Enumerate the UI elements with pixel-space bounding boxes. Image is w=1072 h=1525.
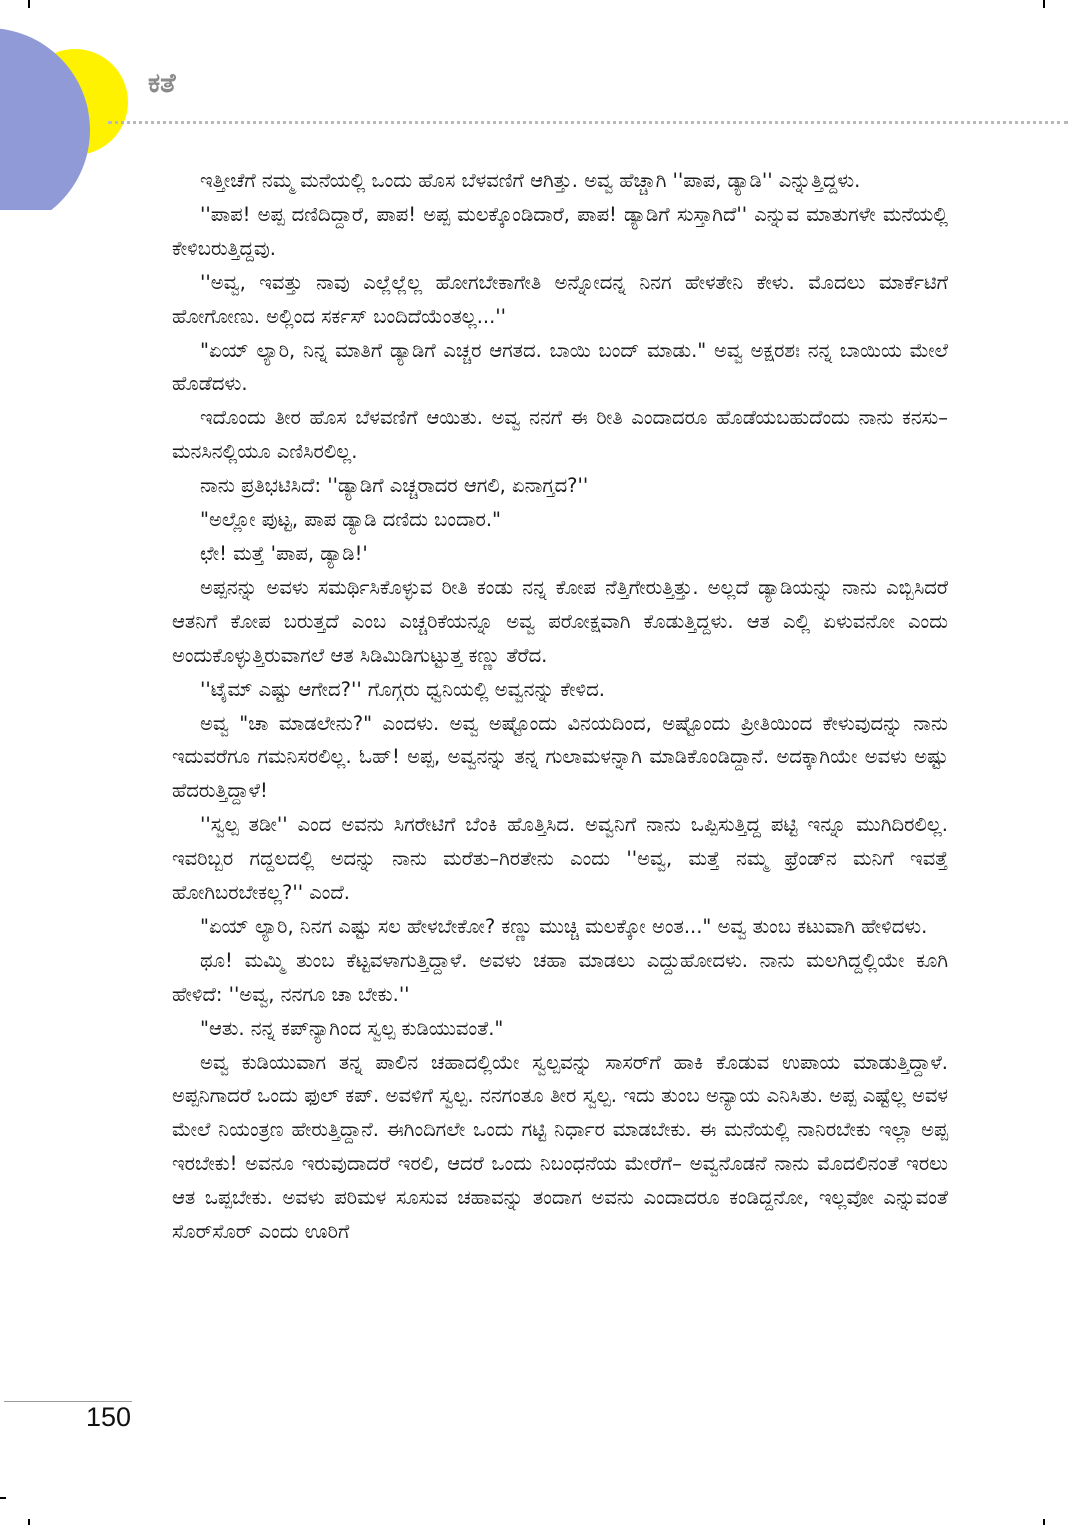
paragraph: "ಏಯ್ ಲ್ಯಾರಿ, ನಿನ್ನ ಮಾತಿಗೆ ಡ್ಯಾಡಿಗೆ ಎಚ್ಚರ ಆಗತದ. ಬಾಯಿ ಬಂದ್ ಮಾಡು." ಅವ್ವ ಅಕ್ಷರಶಃ ನನ್ನ ಬಾಯಿಯ ಮೇಲೆ ಹೊಡೆದಳು. <box>172 338 948 396</box>
paragraph: ''ಸ್ವಲ್ಪ ತಡೀ'' ಎಂದ ಅವನು ಸಿಗರೇಟಿಗೆ ಬೆಂಕಿ ಹೊತ್ತಿಸಿದ. ಅವ್ವನಿಗೆ ನಾನು ಒಪ್ಪಿಸುತ್ತಿದ್ದ ಪಟ್ಟಿ ಇನ್ನೂ ಮುಗಿದಿರಲಿಲ್ಲ. ಇವರಿಬ್ಬರ ಗದ್ದಲದಲ್ಲಿ ಅದನ್ನು ನಾನು ಮರೆತು–ಗಿರತೇನು ಎಂದು ''ಅವ್ವ, ಮತ್ತೆ ನಮ್ಮ ಫ್ರೆಂಡ್‌ನ ಮನಿಗೆ ಇವತ್ತೆ ಹೋಗಿಬರಬೇಕಲ್ಲ?'' ಎಂದೆ. <box>172 813 948 905</box>
paragraph: "ಆತು. ನನ್ನ ಕಪ್‌ನ್ಯಾಗಿಂದ ಸ್ವಲ್ಪ ಕುಡಿಯುವಂತೆ." <box>200 1016 504 1040</box>
paragraph: ಥೂ! ಮಮ್ಮಿ ತುಂಬ ಕೆಟ್ಟವಳಾಗುತ್ತಿದ್ದಾಳೆ. ಅವಳು ಚಹಾ ಮಾಡಲು ಎದ್ದುಹೋದಳು. ನಾನು ಮಲಗಿದ್ದಲ್ಲಿಯೇ ಕೂಗಿ ಹೇಳಿದೆ: ''ಅವ್ವ, ನನಗೂ ಚಾ ಬೇಕು.'' <box>172 948 948 1006</box>
section-title: ಕತೆ <box>148 68 176 99</box>
paragraph: "ಏಯ್ ಲ್ಯಾರಿ, ನಿನಗ ಎಷ್ಟು ಸಲ ಹೇಳಬೇಕೋ? ಕಣ್ಣು ಮುಚ್ಚಿ ಮಲಕ್ಕೋ ಅಂತ..." ಅವ್ವ ತುಂಬ ಕಟುವಾಗಿ ಹೇಳಿದಳು. <box>200 914 928 938</box>
crop-mark-bottom-left <box>28 1519 30 1525</box>
page-number: 150 <box>86 1402 132 1432</box>
paragraph: ಇದೊಂದು ತೀರ ಹೊಸ ಬೆಳವಣಿಗೆ ಆಯಿತು. ಅವ್ವ ನನಗೆ ಈ ರೀತಿ ಎಂದಾದರೂ ಹೊಡೆಯಬಹುದೆಂದು ನಾನು ಕನಸು–ಮನಸಿನಲ್ಲಿಯೂ ಎಣಿಸಿರಲಿಲ್ಲ. <box>172 406 948 464</box>
paragraph: ''ಪಾಪ! ಅಪ್ಪ ದಣಿದಿದ್ದಾರೆ, ಪಾಪ! ಅಪ್ಪ ಮಲಕ್ಕೊಂಡಿದಾರೆ, ಪಾಪ! ಡ್ಯಾಡಿಗೆ ಸುಸ್ತಾಗಿದೆ'' ಎನ್ನುವ ಮಾತುಗಳೇ ಮನೆಯಲ್ಲಿ ಕೇಳಿಬರುತ್ತಿದ್ದವು. <box>172 202 948 260</box>
crop-mark-bottom-right <box>1043 1519 1045 1525</box>
story-body <box>172 164 948 1249</box>
paragraph: ಛೇ! ಮತ್ತೆ 'ಪಾಪ, ಡ್ಯಾಡಿ!' <box>200 541 368 565</box>
paragraph: ಅವ್ವ ಕುಡಿಯುವಾಗ ತನ್ನ ಪಾಲಿನ ಚಹಾದಲ್ಲಿಯೇ ಸ್ವಲ್ಪವನ್ನು ಸಾಸರ್‌ಗೆ ಹಾಕಿ ಕೊಡುವ ಉಪಾಯ ಮಾಡುತ್ತಿದ್ದಾಳೆ. ಅಪ್ಪನಿಗಾದರೆ ಒಂದು ಫುಲ್ ಕಪ್. ಅವಳಿಗೆ ಸ್ವಲ್ಪ. ನನಗಂತೂ ತೀರ ಸ್ವಲ್ಪ. ಇದು ತುಂಬ ಅನ್ಯಾಯ ಎನಿಸಿತು. ಅಪ್ಪ ಎಷ್ಟೆಲ್ಲ ಅವಳ ಮೇಲೆ ನಿಯಂತ್ರಣ ಹೇರುತ್ತಿದ್ದಾನೆ. ಈಗಿಂದಿಗಲೇ ಒಂದು ಗಟ್ಟಿ ನಿರ್ಧಾರ ಮಾಡಬೇಕು. ಈ ಮನೆಯಲ್ಲಿ ನಾನಿರಬೇಕು ಇಲ್ಲಾ ಅಪ್ಪ ಇರಬೇಕು! ಅವನೂ ಇರುವುದಾದರೆ ಇರಲಿ, ಆದರೆ ಒಂದು ನಿಬಂಧನೆಯ ಮೇರೆಗೆ– ಅವ್ವನೊಡನೆ ನಾನು ಮೊದಲಿನಂತೆ ಇರಲು ಆತ ಒಪ್ಪಬೇಕು. ಅವಳು ಪರಿಮಳ ಸೂಸುವ ಚಹಾವನ್ನು ತಂದಾಗ ಅವನು ಎಂದಾದರೂ ಕಂಡಿದ್ದನೋ, ಇಲ್ಲವೋ ಎನ್ನುವಂತೆ ಸೊರ್‌ಸೊರ್ ಎಂದು ಊರಿಗೆ <box>172 1050 948 1244</box>
paragraph: ಇತ್ತೀಚೆಗೆ ನಮ್ಮ ಮನೆಯಲ್ಲಿ ಒಂದು ಹೊಸ ಬೆಳವಣಿಗೆ ಆಗಿತ್ತು. ಅವ್ವ ಹೆಚ್ಚಾಗಿ ''ಪಾಪ, ಡ್ಯಾಡಿ'' ಎನ್ನುತ್ತಿದ್ದಳು. <box>200 169 861 192</box>
paragraph: ಅವ್ವ "ಚಾ ಮಾಡಲೇನು?" ಎಂದಳು. ಅವ್ವ ಅಷ್ಟೊಂದು ವಿನಯದಿಂದ, ಅಷ್ಟೊಂದು ಪ್ರೀತಿಯಿಂದ ಕೇಳುವುದನ್ನು ನಾನು ಇದುವರೆಗೂ ಗಮನಿಸರಲಿಲ್ಲ. ಓಹ್! ಅಪ್ಪ, ಅವ್ವನನ್ನು ತನ್ನ ಗುಲಾಮಳನ್ನಾಗಿ ಮಾಡಿಕೊಂಡಿದ್ದಾನೆ. ಅದಕ್ಕಾಗಿಯೇ ಅವಳು ಅಷ್ಟು ಹೆದರುತ್ತಿದ್ದಾಳೆ! <box>172 711 948 803</box>
crop-mark-top-right <box>1043 0 1045 8</box>
paragraph: "ಅಲ್ಲೋ ಪುಟ್ಟ, ಪಾಪ ಡ್ಯಾಡಿ ದಣಿದು ಬಂದಾರ." <box>200 508 501 532</box>
paragraph: ನಾನು ಪ್ರತಿಭಟಿಸಿದೆ: ''ಡ್ಯಾಡಿಗೆ ಎಚ್ಚರಾದರ ಆಗಲಿ, ಏನಾಗ್ತದ?'' <box>200 474 589 498</box>
header-decoration <box>0 0 140 210</box>
crop-mark-left-lower <box>0 1497 6 1499</box>
paragraph: ''ಟೈಮ್ ಎಷ್ಟು ಆಗೇದ?'' ಗೊಗ್ಗರು ಧ್ವನಿಯಲ್ಲಿ ಅವ್ವನನ್ನು ಕೇಳಿದ. <box>200 677 605 701</box>
paragraph: ಅಪ್ಪನನ್ನು ಅವಳು ಸಮರ್ಥಿಸಿಕೊಳ್ಳುವ ರೀತಿ ಕಂಡು ನನ್ನ ಕೋಪ ನೆತ್ತಿಗೇರುತ್ತಿತ್ತು. ಅಲ್ಲದೆ ಡ್ಯಾಡಿಯನ್ನು ನಾನು ಎಬ್ಬಿಸಿದರೆ ಆತನಿಗೆ ಕೋಪ ಬರುತ್ತದೆ ಎಂಬ ಎಚ್ಚರಿಕೆಯನ್ನೂ ಅವ್ವ ಪರೋಕ್ಷವಾಗಿ ಕೊಡುತ್ತಿದ್ದಳು. ಆತ ಎಲ್ಲಿ ಏಳುವನೋ ಎಂದು ಅಂದುಕೊಳ್ಳುತ್ತಿರುವಾಗಲೆ ಆತ ಸಿಡಿಮಿಡಿಗುಟ್ಟುತ್ತ ಕಣ್ಣು ತೆರೆದ. <box>172 575 948 667</box>
paragraph: ''ಅವ್ವ, ಇವತ್ತು ನಾವು ಎಲ್ಲೆಲ್ಲೆಲ್ಲ ಹೋಗಬೇಕಾಗೇತಿ ಅನ್ನೋದನ್ನ ನಿನಗ ಹೇಳತೇನಿ ಕೇಳು. ಮೊದಲು ಮಾರ್ಕೆಟಿಗೆ ಹೋಗೋಣು. ಅಲ್ಲಿಂದ ಸರ್ಕಸ್ ಬಂದಿದೆಯೆಂತಲ್ಲ...'' <box>172 270 948 328</box>
header-dotted-rule <box>108 121 1068 124</box>
